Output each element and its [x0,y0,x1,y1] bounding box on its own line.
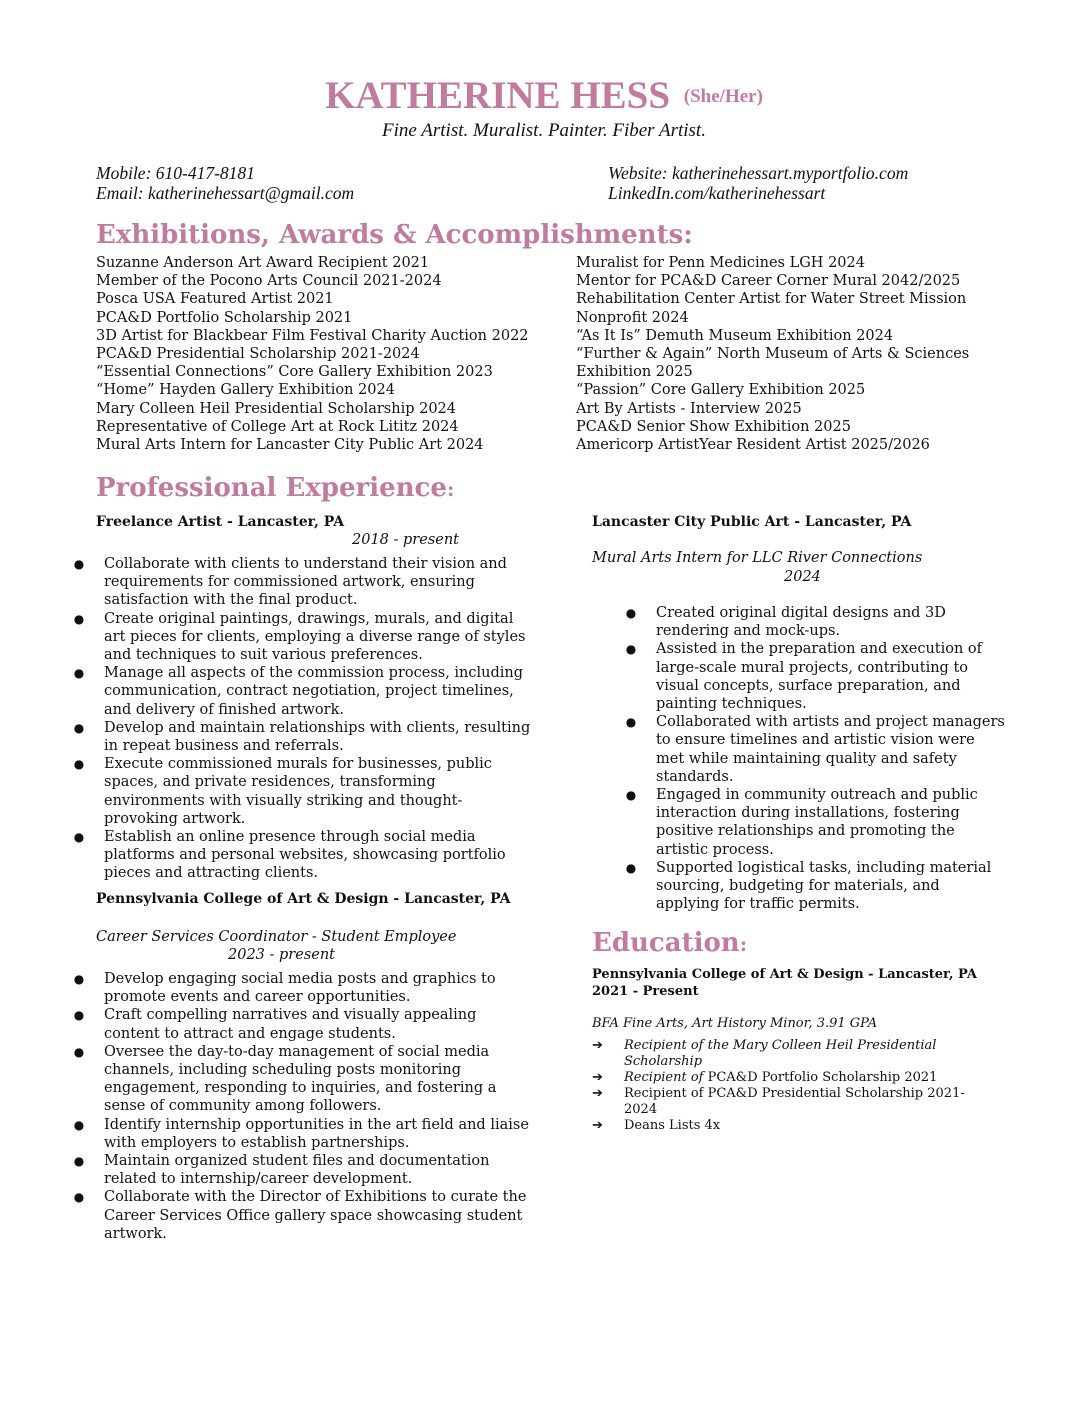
honor-plain: PCA&D Portfolio Scholarship 2021 [707,1070,938,1085]
job-title-pcad: Pennsylvania College of Art & Design - Lancaster, PA [96,891,511,907]
bullet-text: Created original digital designs and 3D rendering and mock-ups. [656,605,946,640]
resume-name: KATHERINE HESS [325,74,671,117]
contact-website: Website: katherinehessart.myportfolio.com [608,163,909,183]
education-degree: BFA Fine Arts, Art History Minor, 3.91 GPA [592,1016,878,1031]
list-item [72,719,534,755]
bullet-icon: ● [73,1044,85,1059]
bullet-icon: ● [73,1008,85,1023]
list-item [624,786,1006,859]
list-item: Americorp ArtistYear Resident Artist 2025/2026 [576,437,930,454]
list-item [72,555,534,610]
exhibitions-heading: Exhibitions, Awards & Accomplishments: [96,220,693,250]
list-item: “Home” Hayden Gallery Exhibition 2024 [96,382,395,399]
bullet-text: Oversee the day-to-day management of social media channels, including scheduling posts monitoring engagement, responding to inquiries, and fostering a sense of community among followers. [104,1043,497,1115]
education-heading-text: Education [592,928,740,958]
list-item: PCA&D Presidential Scholarship 2021-2024 [96,346,420,363]
bullet-icon: ● [625,788,637,803]
list-item: 3D Artist for Blackbear Film Festival Charity Auction 2022 [96,327,529,344]
bullet-text: Collaborate with clients to understand their vision and requirements for commissioned artwork, ensuring satisfaction with the final product. [104,556,507,609]
bullet-text: Identify internship opportunities in the art field and liaise with employers to establish partnerships. [104,1116,529,1151]
list-item [72,970,534,1006]
bullet-icon: ● [625,642,637,657]
contact-mobile: Mobile: 610-417-8181 [96,163,255,183]
freelance-bullets [72,555,534,883]
exhibitions-left-list [96,254,529,454]
list-item [72,1188,534,1243]
list-item [592,1038,992,1070]
arrow-icon: ➔ [592,1086,603,1101]
bullet-icon: ● [73,720,85,735]
bullet-icon: ● [73,557,85,571]
list-item: Exhibition 2025 [576,364,693,381]
list-item [592,1070,992,1086]
resume-name-line [0,74,1088,119]
list-item [72,1116,534,1152]
list-item: PCA&D Portfolio Scholarship 2021 [96,309,353,326]
job-dates-lancaster: 2024 [784,569,821,585]
bullet-icon: ● [625,606,637,620]
bullet-text: Craft compelling narratives and visually appealing content to attract and engage students. [104,1007,477,1042]
job-role-lancaster: Mural Arts Intern for LLC River Connections [592,550,923,566]
pronouns: (She/Her) [683,86,763,107]
list-item [72,1043,534,1116]
bullet-text: Collaborate with the Director of Exhibitions to curate the Career Services Office gallery space showcasing student artwork. [104,1189,527,1242]
list-item: “As It Is” Demuth Museum Exhibition 2024 [576,327,894,344]
list-item: “Further & Again” North Museum of Arts & Sciences [576,346,970,363]
arrow-icon: ➔ [592,1038,603,1053]
list-item [624,640,1006,713]
list-item [624,604,1006,640]
bullet-text: Assisted in the preparation and execution of large-scale mural projects, contributing to visual concepts, surface preparation, and painting techniques. [656,641,983,713]
bullet-text: Create original paintings, drawings, murals, and digital art pieces for clients, employing a diverse range of styles and techniques to suit various preferences. [104,610,526,664]
arrow-icon: ➔ [592,1070,603,1085]
list-item: Art By Artists - Interview 2025 [576,400,802,417]
list-item: Nonprofit 2024 [576,309,689,326]
bullet-text: Maintain organized student files and documentation related to internship/career development. [104,1153,490,1188]
bullet-text: Develop engaging social media posts and graphics to promote events and career opportunities. [104,971,496,1006]
lancaster-bullets [624,604,1006,913]
pcad-bullets [72,970,534,1243]
list-item [72,610,534,665]
bullet-text: Manage all aspects of the commission process, including communication, contract negotiation, project timelines, and delivery of finished artwork. [104,665,524,718]
list-item [592,1118,992,1134]
contact-email: Email: katherinehessart@gmail.com [96,183,355,203]
job-dates-pcad: 2023 - present [228,947,336,963]
contact-linkedin: LinkedIn.com/katherinehessart [608,183,826,203]
arrow-icon: ➔ [592,1118,603,1133]
bullet-icon: ● [73,757,85,772]
job-dates-freelance: 2018 - present [352,532,460,548]
list-item: Suzanne Anderson Art Award Recipient 2021 [96,255,430,271]
tagline: Fine Artist. Muralist. Painter. Fiber Artist. [382,120,706,141]
bullet-text: Engaged in community outreach and public interaction during installations, fostering positive relationships and promoting the artistic process. [656,787,978,858]
bullet-icon: ● [625,715,637,730]
list-item: Rehabilitation Center Artist for Water Street Mission [576,291,967,308]
honor-plain: Recipient of PCA&D Presidential Scholarship 2021-2024 [624,1086,965,1117]
list-item: “Essential Connections” Core Gallery Exhibition 2023 [96,364,493,381]
list-item: Muralist for Penn Medicines LGH 2024 [576,255,865,271]
list-item [592,1086,992,1118]
bullet-icon: ● [73,972,85,986]
education-school: Pennsylvania College of Art & Design - Lancaster, PA [592,967,977,982]
list-item: “Passion” Core Gallery Exhibition 2025 [576,382,866,399]
bullet-icon: ● [73,611,85,626]
bullet-text: Collaborated with artists and project managers to ensure timelines and artistic vision were met while maintaining quality and safety standards. [656,714,1005,785]
experience-heading-text: Professional Experience [96,473,447,503]
bullet-icon: ● [625,860,637,875]
experience-heading-colon: : [446,477,455,501]
job-title-lancaster: Lancaster City Public Art - Lancaster, PA [592,514,912,530]
list-item [72,1006,534,1042]
list-item [72,1152,534,1188]
list-item: Posca USA Featured Artist 2021 [96,291,334,308]
exhibitions-right-list [576,254,969,454]
list-item [624,713,1006,786]
list-item: Mentor for PCA&D Career Corner Mural 2042/2025 [576,273,961,290]
list-item [72,755,534,828]
job-role-pcad: Career Services Coordinator - Student Employee [96,929,457,945]
bullet-text: Establish an online presence through social media platforms and personal websites, showcasing portfolio pieces and attracting clients. [104,829,506,882]
honor-plain: Deans Lists 4x [624,1118,721,1133]
education-heading [592,928,747,959]
list-item [624,859,1006,914]
education-heading-colon: : [739,932,748,956]
experience-heading [96,473,454,504]
bullet-icon: ● [73,666,85,681]
list-item: Mural Arts Intern for Lancaster City Public Art 2024 [96,437,484,454]
bullet-icon: ● [73,1117,85,1132]
list-item: PCA&D Senior Show Exhibition 2025 [576,418,851,435]
list-item [72,828,534,883]
honor-italic: Recipient of [624,1070,708,1085]
education-dates: 2021 - Present [592,984,699,999]
education-honors [592,1038,992,1134]
list-item: Mary Colleen Heil Presidential Scholarship 2024 [96,400,456,417]
list-item: Representative of College Art at Rock Lititz 2024 [96,418,459,435]
bullet-icon: ● [73,1190,85,1205]
list-item: Member of the Pocono Arts Council 2021-2024 [96,273,442,290]
bullet-icon: ● [73,1154,85,1169]
bullet-icon: ● [73,830,85,845]
honor-italic: Recipient of the Mary Colleen Heil Presidential Scholarship [624,1038,937,1069]
job-title-freelance: Freelance Artist - Lancaster, PA [96,514,345,530]
bullet-text: Develop and maintain relationships with clients, resulting in repeat business and referrals. [104,719,531,755]
list-item [72,664,534,719]
bullet-text: Execute commissioned murals for businesses, public spaces, and private residences, transforming environments with visually striking and thought-provoking artwork. [104,756,492,827]
bullet-text: Supported logistical tasks, including material sourcing, budgeting for materials, and applying for traffic permits. [656,859,992,913]
